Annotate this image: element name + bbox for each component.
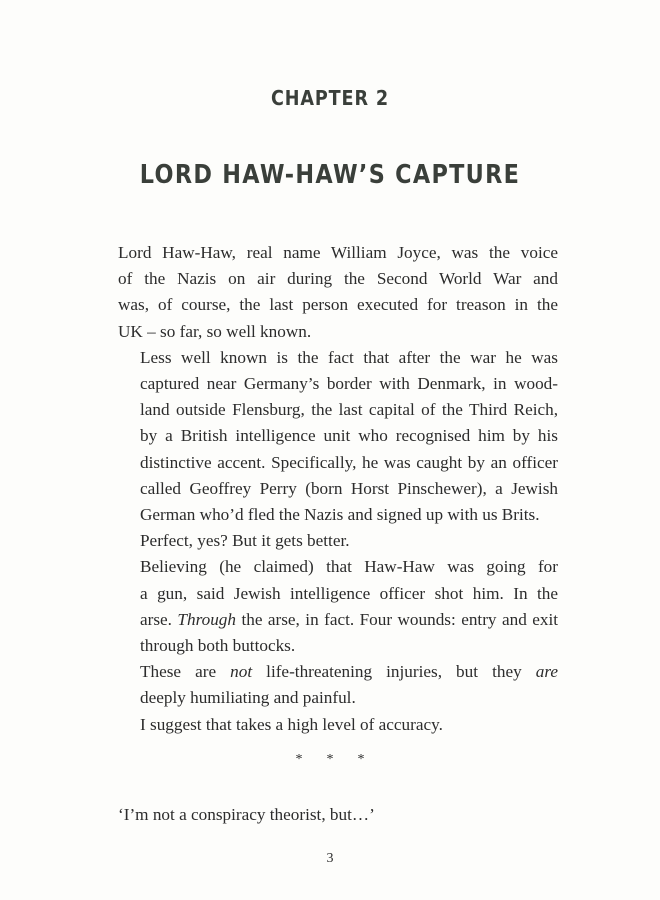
section-separator: [0, 752, 660, 768]
text-line: distinctive accent. Specifically, he was caught by an officer: [140, 452, 558, 472]
text-line: through both buttocks.: [140, 636, 296, 656]
text-line: Believing (he claimed) that Haw-Haw was going for: [140, 557, 558, 577]
paragraph: [118, 240, 558, 345]
paragraph: [118, 528, 558, 554]
paragraph: [118, 345, 558, 528]
text-line: German who’d fled the Nazis and signed up with us Brits.: [140, 505, 540, 525]
page-number: 3: [326, 851, 334, 866]
separator-asterisk: *: [357, 752, 365, 767]
emphasis: not: [230, 662, 253, 682]
next-section-first-line: ‘I’m not a conspiracy theorist, but…’: [118, 805, 375, 824]
paragraph: [118, 659, 558, 711]
chapter-title: LORD HAW-HAW’S CAPTURE: [139, 160, 521, 190]
text-line: I suggest that takes a high level of accuracy.: [140, 714, 443, 734]
text-line: deeply humiliating and painful.: [140, 688, 356, 708]
text-line: Less well known is the fact that after the war he was: [140, 347, 558, 367]
text-line: was, of course, the last person executed for treason in the: [118, 295, 558, 315]
body-text: [118, 240, 558, 738]
text-line: by a British intelligence unit who recognised him by his: [140, 426, 558, 446]
text-line: of the Nazis on air during the Second World War and: [118, 269, 558, 289]
emphasis: Through: [177, 609, 236, 629]
text-line: called Geoffrey Perry (born Horst Pinschewer), a Jewish: [140, 478, 558, 498]
text-line: These are not life-threatening injuries, but they are: [140, 662, 559, 682]
paragraph: [118, 712, 558, 738]
text-line: land outside Flensburg, the last capital of the Third Reich,: [140, 400, 558, 420]
text-line: Lord Haw-Haw, real name William Joyce, was the voice: [118, 243, 558, 262]
text-line: a gun, said Jewish intelligence officer shot him. In the: [140, 583, 558, 603]
text-line: captured near Germany’s border with Denmark, in wood-: [140, 374, 558, 394]
separator-asterisk: *: [295, 752, 303, 767]
text-line: Perfect, yes? But it gets better.: [140, 531, 350, 551]
chapter-label: CHAPTER 2: [270, 86, 390, 110]
text-line: arse. Through the arse, in fact. Four wounds: entry and exit: [140, 609, 559, 629]
separator-asterisk: *: [326, 752, 334, 767]
paragraph: [118, 554, 558, 659]
emphasis: are: [535, 662, 559, 682]
text-line: UK – so far, so well known.: [118, 321, 312, 341]
